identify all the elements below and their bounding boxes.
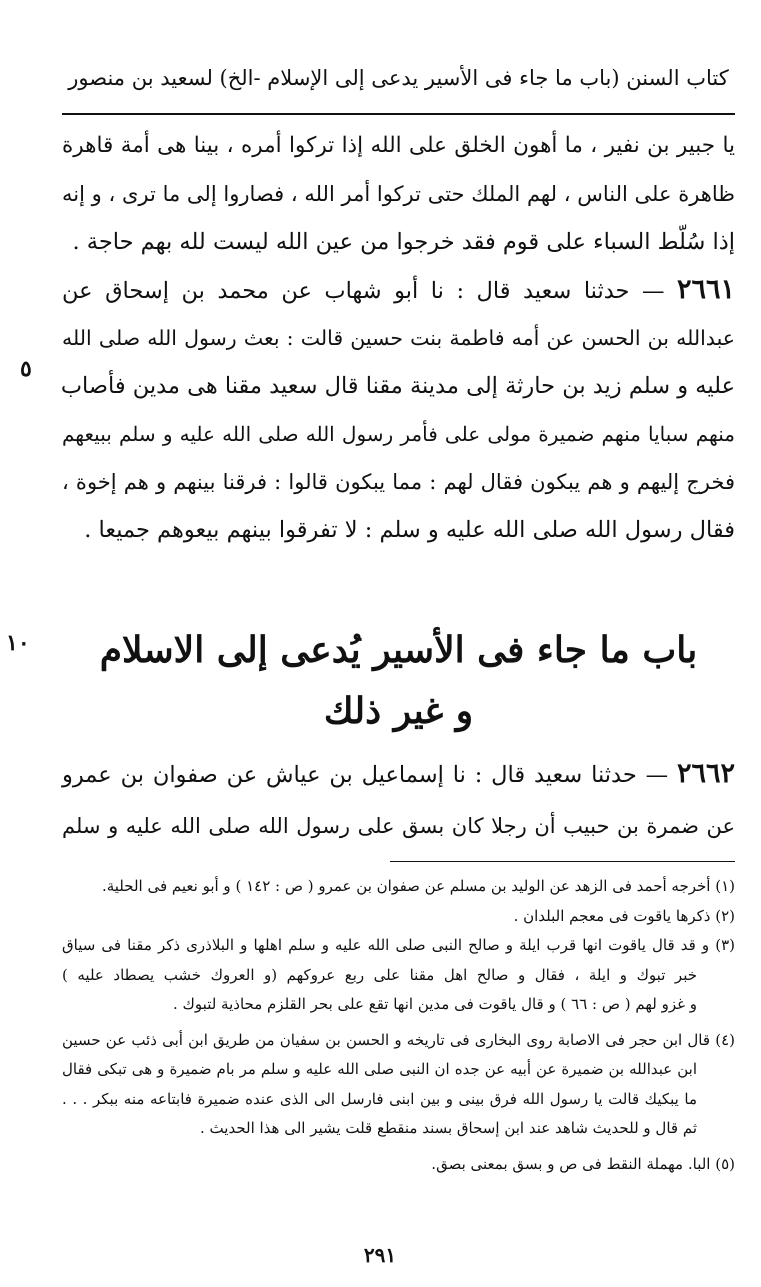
chapter-title: باب ما جاء فى الأسير يُدعى إلى الاسلام bbox=[99, 629, 698, 671]
hadith-number: ٢٦٦٢ bbox=[677, 758, 736, 789]
text-line: منهم سبايا منهم ضميرة مولى على فأمر رسول الله صلى الله عليه و سلم ببيعهم bbox=[62, 422, 735, 446]
footnote-5: (٥) البا. مهملة النقط فى ص و بسق بمعنى بصق. bbox=[431, 1154, 735, 1173]
margin-line-number-10: ١٠ bbox=[6, 630, 30, 656]
footnote-4: (٤) قال ابن حجر فى الاصابة روى البخارى فى تاريخه و الحسن بن سفيان من طريق ابن أبى ذئب عن حسين bbox=[62, 1030, 735, 1049]
footnote-3-cont: خبر تبوك و ايلة ، فقال و صالح اهل مقنا على ربع عروكهم (و العروك خشب يصطاد عليه ) bbox=[62, 965, 697, 984]
footnote-3: (٣) و قد قال ياقوت انها قرب ايلة و صالح النبى صلى الله عليه و سلم اهلها و البلاذرى ذكر مقنا فى سياق bbox=[62, 936, 735, 954]
text-line: فخرج إليهم و هم يبكون فقال لهم : مما يبكون قالوا : فرقنا بينهم و هم إخوة ، bbox=[62, 470, 735, 494]
margin-line-number-5: ٥ bbox=[20, 356, 32, 382]
page-number: ٢٩١ bbox=[363, 1243, 397, 1267]
chapter-title-continued: و غير ذلك bbox=[323, 690, 474, 732]
footnote-3-cont: و غزو لهم ( ص : ٦٦ ) و قال ياقوت فى مدين انها تقع على بحر القلزم محاذية لتبوك . bbox=[173, 995, 697, 1013]
hadith-isnad: — حدثنا سعيد قال : نا أبو شهاب عن محمد بن إسحاق عن bbox=[62, 278, 665, 304]
footnotes bbox=[62, 872, 735, 1179]
hadith-2661-first-line bbox=[62, 266, 735, 314]
text-line: عن ضمرة بن حبيب أن رجلا كان بسق على رسول الله صلى الله عليه و سلم bbox=[62, 814, 735, 838]
footnote-4-cont: ما يبكيك قالت يا رسول الله فرق بينى و بين ابنى فارسل الى الذى عنده ضميرة فابتاعه منه ببكر . . . bbox=[62, 1089, 697, 1108]
header-rule bbox=[62, 113, 735, 115]
text-line: إذا سُلّط السباء على قوم فقد خرجوا من عين الله ليست لله بهم حاجة . bbox=[72, 229, 735, 255]
hadith-isnad: — حدثنا سعيد قال : نا إسماعيل بن عياش عن صفوان بن عمرو bbox=[62, 762, 669, 788]
footnote-rule bbox=[390, 861, 735, 862]
text-line: عبدالله بن الحسن عن أمه فاطمة بنت حسين قالت : بعث رسول الله صلى الله bbox=[62, 326, 735, 350]
text-line: عليه و سلم زيد بن حارثة إلى مدينة مقنا قال سعيد مقنا هى مدين فأصاب bbox=[60, 373, 735, 399]
footnote-2: (٢) ذكرها ياقوت فى معجم البلدان . bbox=[513, 906, 735, 925]
footnote-4-cont: ثم قال و للحديث شاهد عند ابن إسحاق بسند منقطع قلت يشير الى هذا الحديث . bbox=[200, 1119, 697, 1137]
hadith-number: ٢٦٦١ bbox=[676, 274, 735, 305]
footnote-4-cont: ابن عبدالله بن ضميرة عن أبيه عن جده ان النبى صلى الله عليه و سلم مر بام ضميرة و هى تبكى فقال bbox=[62, 1060, 697, 1078]
main-text-block bbox=[62, 122, 735, 554]
footnote-1: (١) أخرجه أحمد فى الزهد عن الوليد بن مسلم عن صفوان بن عمرو ( ص : ١٤٢ ) و أبو نعيم فى الحلية. bbox=[101, 877, 735, 895]
running-header: كتاب السنن (باب ما جاء فى الأسير يدعى إلى الإسلام -الخ) لسعيد بن منصور bbox=[68, 66, 729, 90]
text-line: ظاهرة على الناس ، لهم الملك حتى تركوا أمر الله ، فصاروا إلى ما ترى ، و إنه bbox=[62, 182, 735, 206]
text-line: فقال رسول الله صلى الله عليه و سلم : لا تفرقوا بينهم بيعوهم جميعا . bbox=[84, 517, 735, 543]
hadith-2662-first-line bbox=[62, 748, 735, 800]
hadith-2662-block bbox=[62, 748, 735, 852]
text-line: يا جبير بن نفير ، ما أهون الخلق على الله إذا تركوا أمره ، بينا هى أمة قاهرة bbox=[62, 133, 735, 158]
